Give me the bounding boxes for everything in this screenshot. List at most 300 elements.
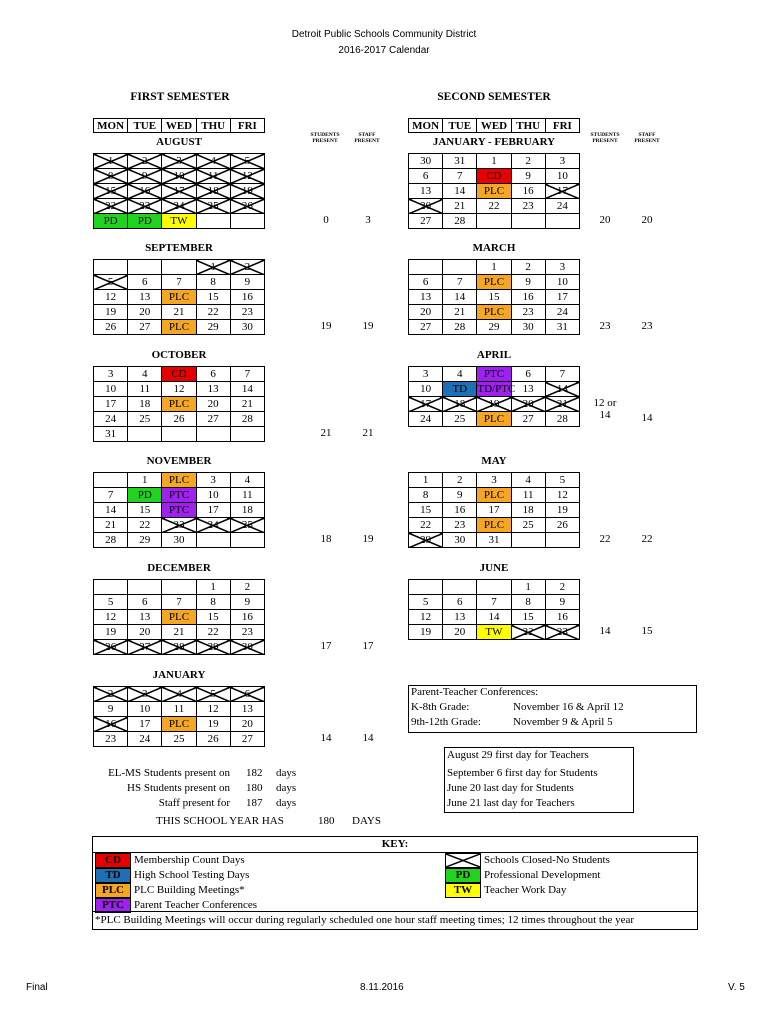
closed-day-cell: 11 — [196, 169, 230, 184]
calendar-week-row — [409, 382, 580, 397]
day-cell — [511, 214, 545, 229]
event-day-cell: PD — [94, 214, 128, 229]
event-day-cell: TD — [443, 382, 477, 397]
students-present-count: 21 — [320, 427, 332, 439]
calendar-week-row — [94, 702, 265, 717]
closed-day-cell: 27 — [128, 640, 162, 655]
stat-value: 180 — [246, 782, 263, 794]
count-header-students — [585, 132, 625, 144]
stat-label: Staff present for — [158, 797, 230, 809]
day-cell: 18 — [128, 397, 162, 412]
calendar-week-row — [94, 199, 265, 214]
event-day-cell: PLC — [162, 320, 196, 335]
day-cell: 28 — [443, 320, 477, 335]
event-day-cell: PTC — [162, 488, 196, 503]
closed-day-cell: 29 — [409, 533, 443, 548]
weekday-cell: WED — [162, 119, 196, 133]
staff-present-count: 14 — [362, 732, 374, 744]
weekday-cell: TUE — [128, 119, 162, 133]
day-cell: 8 — [196, 275, 230, 290]
footer-date: 8.11.2016 — [360, 982, 404, 993]
closed-day-cell: 18 — [196, 184, 230, 199]
closed-day-cell: 24 — [162, 199, 196, 214]
event-day-cell: TW — [477, 625, 511, 640]
closed-day-cell: 20 — [409, 199, 443, 214]
day-cell: 23 — [230, 305, 264, 320]
event-day-cell: PLC — [477, 412, 511, 427]
count-header-line: STAFF — [358, 132, 376, 138]
day-cell: 14 — [230, 382, 264, 397]
closed-day-cell: 2 — [94, 687, 128, 702]
day-cell: 2 — [511, 260, 545, 275]
month-grid — [408, 153, 580, 229]
month-title: MAY — [481, 455, 507, 467]
calendar-week-row — [409, 518, 580, 533]
day-cell: 12 — [94, 610, 128, 625]
calendar-week-row — [409, 595, 580, 610]
school-year-label: THIS SCHOOL YEAR HAS — [156, 815, 284, 827]
month-grid — [93, 472, 265, 548]
key-dates-box — [444, 747, 634, 813]
day-cell: 22 — [477, 199, 511, 214]
day-cell: 9 — [443, 488, 477, 503]
staff-present-count: 22 — [641, 533, 653, 545]
day-cell: 28 — [94, 533, 128, 548]
students-present-count: 14 — [599, 625, 611, 637]
key-swatch-tw: TW — [445, 883, 481, 898]
day-cell: 1 — [477, 260, 511, 275]
day-cell: 18 — [511, 503, 545, 518]
closed-day-cell: 5 — [94, 275, 128, 290]
day-cell: 24 — [409, 412, 443, 427]
calendar-week-row — [409, 169, 580, 184]
month-title: AUGUST — [156, 136, 202, 148]
day-cell: 7 — [443, 169, 477, 184]
day-cell: 3 — [94, 367, 128, 382]
day-cell: 12 — [196, 702, 230, 717]
month-grid — [408, 259, 580, 335]
second-semester-title: SECOND SEMESTER — [437, 91, 551, 103]
key-row — [445, 868, 600, 882]
document-subtitle: 2016-2017 Calendar — [338, 45, 430, 56]
stat-unit: days — [276, 767, 297, 779]
day-cell: 14 — [94, 503, 128, 518]
day-cell — [409, 580, 443, 595]
day-cell: 16 — [511, 290, 545, 305]
event-day-cell: PTC — [477, 367, 511, 382]
day-cell: 10 — [545, 275, 579, 290]
day-cell: 13 — [511, 382, 545, 397]
closed-day-cell: 22 — [511, 625, 545, 640]
key-label: Membership Count Days — [134, 854, 245, 866]
closed-day-cell: 22 — [94, 199, 128, 214]
weekday-cell: MON — [94, 119, 128, 133]
calendar-week-row — [94, 580, 265, 595]
day-cell: 15 — [128, 503, 162, 518]
day-cell — [230, 533, 264, 548]
day-cell: 30 — [443, 533, 477, 548]
day-cell: 10 — [409, 382, 443, 397]
day-cell: 13 — [409, 290, 443, 305]
day-cell: 10 — [196, 488, 230, 503]
key-row — [95, 853, 245, 867]
ptc-k8-dates: November 16 & April 12 — [513, 701, 624, 713]
closed-day-cell: 20 — [511, 397, 545, 412]
calendar-week-row — [94, 320, 265, 335]
day-cell: 19 — [196, 717, 230, 732]
weekday-cell: MON — [409, 119, 443, 133]
day-cell: 4 — [128, 367, 162, 382]
day-cell: 23 — [94, 732, 128, 747]
day-cell: 16 — [443, 503, 477, 518]
day-cell: 19 — [94, 305, 128, 320]
day-cell: 7 — [162, 275, 196, 290]
calendar-week-row — [94, 305, 265, 320]
key-date-line: September 6 first day for Students — [447, 767, 598, 779]
closed-day-cell: 23 — [545, 625, 579, 640]
month-title: JUNE — [479, 562, 509, 574]
key-swatch-pd: PD — [445, 868, 481, 883]
day-cell: 14 — [477, 610, 511, 625]
day-cell: 25 — [162, 732, 196, 747]
day-cell: 25 — [128, 412, 162, 427]
day-cell: 15 — [511, 610, 545, 625]
day-cell: 31 — [443, 154, 477, 169]
day-cell: 3 — [545, 260, 579, 275]
closed-day-cell: 17 — [545, 184, 579, 199]
calendar-week-row — [94, 473, 265, 488]
day-cell — [230, 427, 264, 442]
calendar-week-row — [94, 154, 265, 169]
day-cell: 24 — [545, 305, 579, 320]
weekday-cell: TUE — [443, 119, 477, 133]
day-cell — [443, 580, 477, 595]
day-cell: 20 — [128, 625, 162, 640]
day-cell: 1 — [511, 580, 545, 595]
students-present-count: 0 — [323, 214, 329, 226]
students-present-count: 18 — [320, 533, 332, 545]
day-cell: 3 — [477, 473, 511, 488]
day-cell: 4 — [230, 473, 264, 488]
day-cell — [94, 473, 128, 488]
document-title: Detroit Public Schools Community District — [291, 29, 477, 40]
day-cell: 6 — [511, 367, 545, 382]
staff-present-count: 20 — [641, 214, 653, 226]
students-present-count: 20 — [599, 214, 611, 226]
day-cell: 9 — [511, 169, 545, 184]
day-cell — [162, 580, 196, 595]
day-cell: 21 — [443, 199, 477, 214]
calendar-week-row — [94, 640, 265, 655]
day-cell — [94, 260, 128, 275]
calendar-week-row — [409, 610, 580, 625]
weekday-cell: FRI — [230, 119, 264, 133]
day-cell: 24 — [128, 732, 162, 747]
day-cell: 1 — [409, 473, 443, 488]
calendar-week-row — [409, 533, 580, 548]
day-cell: 13 — [128, 610, 162, 625]
staff-present-count: 19 — [362, 320, 374, 332]
staff-present-count: 23 — [641, 320, 653, 332]
day-cell: 24 — [545, 199, 579, 214]
closed-day-cell: 19 — [477, 397, 511, 412]
closed-day-cell: 1 — [94, 154, 128, 169]
day-cell — [128, 580, 162, 595]
day-cell: 26 — [196, 732, 230, 747]
closed-day-cell: 6 — [230, 687, 264, 702]
month-title: JANUARY — [152, 669, 206, 681]
calendar-week-row — [94, 732, 265, 747]
day-cell: 15 — [196, 290, 230, 305]
count-header-line: PRESENT — [592, 138, 618, 144]
staff-present-count: 3 — [365, 214, 371, 226]
day-cell: 7 — [545, 367, 579, 382]
day-cell: 2 — [511, 154, 545, 169]
closed-day-cell: 23 — [162, 518, 196, 533]
calendar-week-row — [94, 717, 265, 732]
day-cell: 6 — [443, 595, 477, 610]
closed-day-cell: 3 — [162, 154, 196, 169]
calendar-week-row — [94, 397, 265, 412]
key-swatch-ptc: PTC — [95, 898, 131, 913]
day-cell — [443, 260, 477, 275]
ptc-hs-dates: November 9 & April 5 — [513, 716, 613, 728]
calendar-week-row — [94, 427, 265, 442]
day-cell: 30 — [511, 320, 545, 335]
day-cell: 18 — [230, 503, 264, 518]
day-cell: 12 — [409, 610, 443, 625]
day-cell: 15 — [409, 503, 443, 518]
day-cell: 19 — [409, 625, 443, 640]
closed-day-cell: 19 — [230, 184, 264, 199]
day-cell: 8 — [511, 595, 545, 610]
closed-day-cell: 12 — [230, 169, 264, 184]
event-day-cell: PLC — [162, 290, 196, 305]
day-cell: 2 — [443, 473, 477, 488]
ptc-k8-label: K-8th Grade: — [411, 701, 470, 713]
day-cell: 20 — [443, 625, 477, 640]
calendar-week-row — [94, 260, 265, 275]
day-cell: 1 — [128, 473, 162, 488]
event-day-cell: PLC — [477, 518, 511, 533]
day-cell: 10 — [545, 169, 579, 184]
event-day-cell: PTC — [162, 503, 196, 518]
day-cell: 3 — [409, 367, 443, 382]
weekday-cell: FRI — [545, 119, 579, 133]
key-swatch-td: TD — [95, 868, 131, 883]
calendar-week-row — [409, 290, 580, 305]
calendar-week-row — [94, 595, 265, 610]
key-date-line: August 29 first day for Teachers — [447, 749, 589, 761]
calendar-week-row — [409, 260, 580, 275]
day-cell: 6 — [128, 595, 162, 610]
key-date-line: June 20 last day for Students — [447, 782, 574, 794]
day-cell: 24 — [94, 412, 128, 427]
calendar-week-row — [409, 199, 580, 214]
closed-day-cell: 21 — [545, 397, 579, 412]
calendar-week-row — [409, 412, 580, 427]
calendar-week-row — [409, 503, 580, 518]
closed-day-cell: 5 — [196, 687, 230, 702]
event-day-cell: PLC — [477, 184, 511, 199]
day-cell: 3 — [196, 473, 230, 488]
closed-day-cell: 1 — [196, 260, 230, 275]
day-cell: 7 — [477, 595, 511, 610]
school-year-unit: DAYS — [352, 815, 381, 827]
count-header-line: PRESENT — [634, 138, 660, 144]
count-header-line: PRESENT — [354, 138, 380, 144]
calendar-week-row — [94, 687, 265, 702]
event-day-cell: PLC — [162, 717, 196, 732]
month-grid — [408, 579, 580, 640]
day-cell: 15 — [477, 290, 511, 305]
stat-label: EL-MS Students present on — [108, 767, 230, 779]
day-cell: 2 — [545, 580, 579, 595]
staff-present-count: 19 — [362, 533, 374, 545]
day-cell: 20 — [230, 717, 264, 732]
day-cell: 22 — [128, 518, 162, 533]
day-cell: 16 — [511, 184, 545, 199]
key-label: High School Testing Days — [134, 869, 250, 881]
event-day-cell: TD/PTC — [477, 383, 516, 395]
key-row — [95, 868, 249, 882]
day-cell: 7 — [162, 595, 196, 610]
day-cell: 31 — [477, 533, 511, 548]
key-row — [445, 853, 610, 867]
day-cell: 1 — [477, 154, 511, 169]
stat-unit: days — [276, 797, 297, 809]
key-title: KEY: — [93, 837, 697, 853]
calendar-week-row — [94, 275, 265, 290]
day-cell: 12 — [162, 382, 196, 397]
event-day-cell: PD — [128, 488, 162, 503]
day-cell: 27 — [128, 320, 162, 335]
closed-day-cell: 26 — [94, 640, 128, 655]
month-title: DECEMBER — [147, 562, 211, 574]
closed-day-cell: 5 — [230, 154, 264, 169]
calendar-week-row — [409, 625, 580, 640]
closed-day-cell: 24 — [196, 518, 230, 533]
count-header-line: PRESENT — [312, 138, 338, 144]
key-label: Teacher Work Day — [484, 884, 567, 896]
students-present-count: 17 — [320, 640, 332, 652]
day-cell: 20 — [128, 305, 162, 320]
month-grid — [93, 686, 265, 747]
staff-present-count: 14 — [641, 412, 653, 424]
day-cell: 31 — [545, 320, 579, 335]
event-day-cell: PLC — [477, 305, 511, 320]
month-title: NOVEMBER — [146, 455, 212, 467]
day-cell: 14 — [443, 290, 477, 305]
stat-label: HS Students present on — [127, 782, 230, 794]
month-grid — [93, 366, 265, 442]
calendar-week-row — [94, 488, 265, 503]
day-cell — [196, 427, 230, 442]
day-cell — [409, 260, 443, 275]
day-cell: 4 — [443, 367, 477, 382]
day-cell: 15 — [196, 610, 230, 625]
day-cell: 25 — [443, 412, 477, 427]
day-cell: 6 — [409, 169, 443, 184]
stat-value: 187 — [246, 797, 263, 809]
day-cell: 11 — [230, 488, 264, 503]
stat-value: 182 — [246, 767, 263, 779]
closed-day-cell: 25 — [196, 199, 230, 214]
day-cell: 3 — [545, 154, 579, 169]
day-cell: 29 — [128, 533, 162, 548]
day-cell: 27 — [511, 412, 545, 427]
day-cell: 25 — [511, 518, 545, 533]
day-cell: 27 — [230, 732, 264, 747]
day-cell: 10 — [128, 702, 162, 717]
calendar-week-row — [94, 290, 265, 305]
day-cell: 6 — [409, 275, 443, 290]
closed-day-cell: 4 — [162, 687, 196, 702]
day-cell: 31 — [94, 427, 128, 442]
calendar-week-row — [94, 214, 265, 229]
day-cell: 21 — [162, 625, 196, 640]
key-date-line: June 21 last day for Teachers — [447, 797, 575, 809]
day-cell: 2 — [230, 580, 264, 595]
day-cell: 8 — [196, 595, 230, 610]
closed-day-cell: 2 — [230, 260, 264, 275]
calendar-week-row — [94, 503, 265, 518]
calendar-week-row — [409, 580, 580, 595]
month-title: APRIL — [476, 349, 512, 361]
day-cell: 23 — [511, 199, 545, 214]
day-cell: 30 — [409, 154, 443, 169]
event-day-cell: PLC — [477, 488, 511, 503]
day-cell: 13 — [128, 290, 162, 305]
day-cell: 5 — [545, 473, 579, 488]
weekday-header — [93, 118, 265, 133]
calendar-week-row — [94, 518, 265, 533]
day-cell: 28 — [230, 412, 264, 427]
day-cell: 22 — [196, 305, 230, 320]
day-cell: 26 — [94, 320, 128, 335]
day-cell: 20 — [196, 397, 230, 412]
key-note: *PLC Building Meetings will occur during regularly scheduled one hour staff meeting times; 12 times throughout the year — [93, 911, 697, 928]
day-cell: 21 — [230, 397, 264, 412]
day-cell: 11 — [162, 702, 196, 717]
event-day-cell: PLC — [162, 610, 196, 625]
day-cell: 8 — [409, 488, 443, 503]
day-cell: 21 — [162, 305, 196, 320]
event-day-cell: TW — [162, 214, 196, 229]
day-cell — [196, 214, 230, 229]
day-cell — [94, 580, 128, 595]
count-header-line: STAFF — [638, 132, 656, 138]
day-cell: 6 — [196, 367, 230, 382]
day-cell: 16 — [230, 290, 264, 305]
ptc-box-title: Parent-Teacher Conferences: — [411, 686, 539, 698]
day-cell: 13 — [443, 610, 477, 625]
closed-day-cell: 15 — [94, 184, 128, 199]
day-cell: 29 — [477, 320, 511, 335]
month-title: MARCH — [472, 242, 516, 254]
day-cell: 5 — [409, 595, 443, 610]
stat-unit: days — [276, 782, 297, 794]
closed-day-cell: 10 — [162, 169, 196, 184]
calendar-week-row — [409, 397, 580, 412]
day-cell — [477, 214, 511, 229]
calendar-week-row — [94, 625, 265, 640]
calendar-week-row — [409, 488, 580, 503]
day-cell: 14 — [443, 184, 477, 199]
day-cell: 5 — [94, 595, 128, 610]
key-row — [445, 883, 566, 897]
calendar-week-row — [409, 184, 580, 199]
